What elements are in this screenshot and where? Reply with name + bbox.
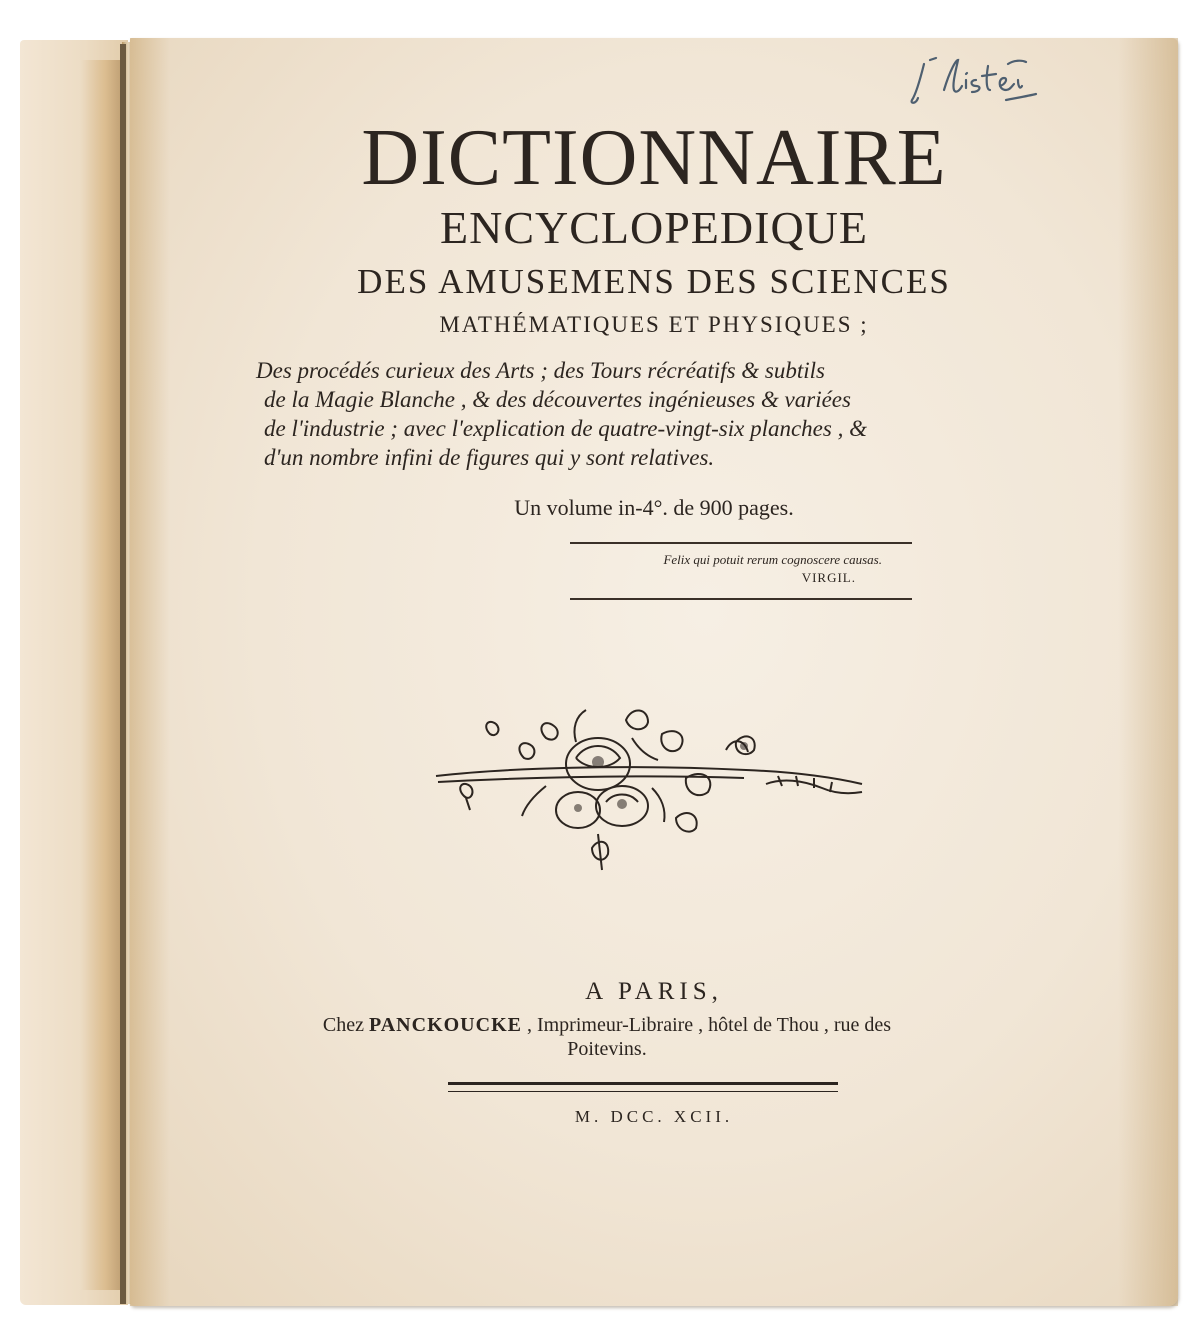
- publisher-name: PANCKOUCKE: [369, 1014, 522, 1036]
- subtitle-line-1: ENCYCLOPEDIQUE: [440, 202, 868, 253]
- publisher-address: , Imprimeur-Libraire , hôtel de Thou , rue des: [526, 1014, 892, 1036]
- epigraph: [570, 551, 912, 587]
- handwritten-signature: [910, 50, 1040, 110]
- floral-vignette-icon: [426, 698, 866, 888]
- title-page: [130, 38, 1178, 1306]
- imprint-publisher: [252, 1013, 962, 1061]
- imprint-double-rule: [448, 1082, 838, 1092]
- epigraph-author: VIRGIL.: [801, 570, 856, 585]
- imprint-place: A PARIS,: [585, 978, 723, 1005]
- publisher-address-line2: Poitevins.: [567, 1038, 647, 1060]
- epigraph-quote: Felix qui potuit rerum cognoscere causas.: [663, 552, 882, 567]
- publisher-prefix: Chez: [322, 1014, 364, 1036]
- volume-info: Un volume in-4°. de 900 pages.: [514, 495, 794, 520]
- description-line-1: Des procédés curieux des Arts ; des Tours récréatifs & subtils: [256, 358, 826, 383]
- description-paragraph: [256, 356, 976, 472]
- subtitle-line-3: MATHÉMATIQUES ET PHYSIQUES ;: [439, 312, 869, 337]
- description-line-2: de la Magie Blanche , & des découvertes ingénieuses & variées: [264, 387, 851, 412]
- book-title: DICTIONNAIRE: [361, 114, 947, 202]
- epigraph-rule-top: [570, 542, 912, 544]
- spine-shadow: [120, 44, 126, 1304]
- description-line-4: d'un nombre infini de figures qui y sont relatives.: [264, 445, 715, 470]
- description-line-3: de l'industrie ; avec l'explication de quatre-vingt-six planches , &: [264, 416, 867, 441]
- publication-year: M. DCC. XCII.: [574, 1107, 734, 1126]
- subtitle-line-2: DES AMUSEMENS DES SCIENCES: [357, 262, 951, 301]
- epigraph-rule-bottom: [570, 598, 912, 600]
